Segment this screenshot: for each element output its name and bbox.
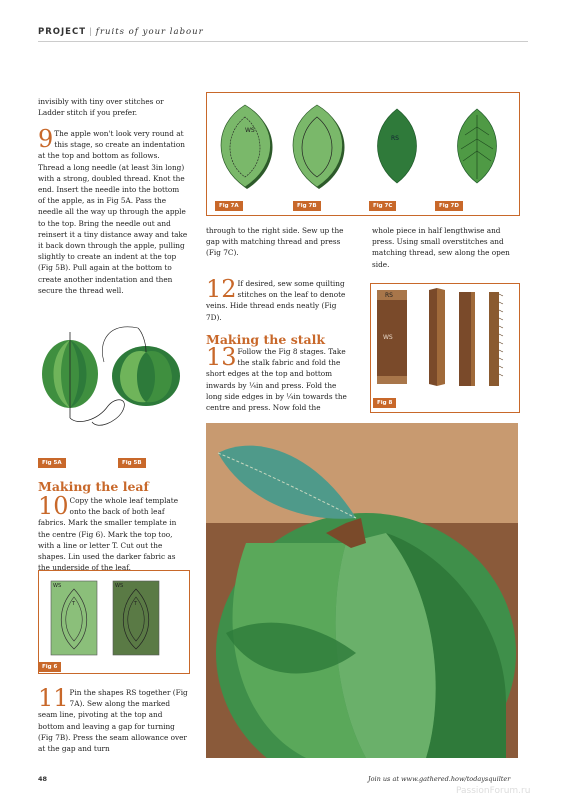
step-10 <box>38 492 188 573</box>
fig8-rs-label: RS <box>385 292 393 299</box>
step-9-text: The apple won't look very round at this stage, so create an indentation at the top and bottom as follows. Thread a long needle (at least 3in long) with a strong, doubled thread. Knot the end. Insert the needle into the bottom of the apple, as in Fig 5A. Pass the needle all the way up through the apple to the top. Bring the needle out and reinsert it a tiny distance away and take it back down through the apple, pulling slightly to create an indent at the top (Fig 5B). Pull again at the bottom to create another indentation and then secure the thread well. <box>38 129 188 295</box>
footer-text: Join us at www.gathered.how/todaysquilter <box>368 775 511 783</box>
section-label: PROJECT <box>38 27 87 37</box>
step-11 <box>38 684 188 754</box>
step-13-text: Follow the Fig 8 stages. Take the stalk fabric and fold the short edges at the top and bottom inwards by ¼in and press. Fold the long side edges in by ¼in towards the centre and press. Now fold the <box>206 347 347 413</box>
header-rule <box>38 41 528 42</box>
step-13-continued: whole piece in half lengthwise and press. Using small overstitches and matching thread, sew along the open side. <box>372 226 510 269</box>
step-9-number: 9 <box>38 125 54 153</box>
apple-photo <box>206 423 518 758</box>
step-13 <box>206 343 351 413</box>
fig8-box <box>370 283 520 413</box>
fig8-label: Fig 8 <box>373 398 396 408</box>
watermark: PassionForum.ru <box>456 786 531 796</box>
step-12-text: If desired, sew some quilting stitches on the leaf to denote veins. Hide thread ends neatly (Fig 7D). <box>206 279 346 322</box>
fig7-box <box>206 92 520 216</box>
step-11-text: Pin the shapes RS together (Fig 7A). Sew along the marked seam line, pivoting at the top and bottom and leaving a gap for turning (Fig 7B). Press the seam allowance over at the gap and turn <box>38 688 188 754</box>
fig7a-label: Fig 7A <box>215 201 243 211</box>
fig8-illustration <box>371 284 519 394</box>
step-12-number: 12 <box>206 275 237 303</box>
fig6-ws-label-1: WS <box>53 583 62 589</box>
step-9 <box>38 125 188 296</box>
fig5a-label: Fig 5A <box>38 458 66 468</box>
fig6-label: Fig 6 <box>38 662 61 672</box>
step-11-number: 11 <box>38 684 69 712</box>
step-10-text: Copy the whole leaf template onto the back of both leaf fabrics. Mark the smaller template in the centre (Fig 6). Mark the top too, with a line or letter T. Cut out the shapes. Lin used the darker fabric as the underside of the leaf. <box>38 496 179 573</box>
fig7b-label: Fig 7B <box>293 201 321 211</box>
fig6-illustration <box>39 571 189 661</box>
fig5b-label: Fig 5B <box>118 458 146 468</box>
heading-making-the-stalk: Making the stalk <box>206 332 326 347</box>
fig8-ws-label: WS <box>383 334 393 341</box>
fig6-ws-label-2: WS <box>115 583 124 589</box>
fig6-t-label-2: T <box>134 601 138 607</box>
fig7d-label: Fig 7D <box>435 201 463 211</box>
fig7-illustration <box>207 93 519 197</box>
step-12 <box>206 275 351 323</box>
fig6-box <box>38 570 190 674</box>
running-header: PROJECT | fruits of your labour <box>38 27 204 37</box>
step-13-number: 13 <box>206 343 237 371</box>
intro-text: invisibly with tiny over stitches or Ladder stitch if you prefer. <box>38 97 164 118</box>
step-11-continued: through to the right side. Sew up the gap with matching thread and press (Fig 7C). <box>206 226 344 258</box>
page-number: 48 <box>38 775 48 783</box>
fig7c-rs-label: RS <box>391 135 399 142</box>
fig7a-ws-label: WS <box>245 127 255 134</box>
fig5-illustration <box>38 322 188 442</box>
step-10-number: 10 <box>38 492 69 520</box>
fig7c-label: Fig 7C <box>369 201 396 211</box>
section-title: fruits of your labour <box>95 27 204 37</box>
fig6-t-label-1: T <box>72 601 76 607</box>
heading-making-the-leaf: Making the leaf <box>38 479 149 494</box>
